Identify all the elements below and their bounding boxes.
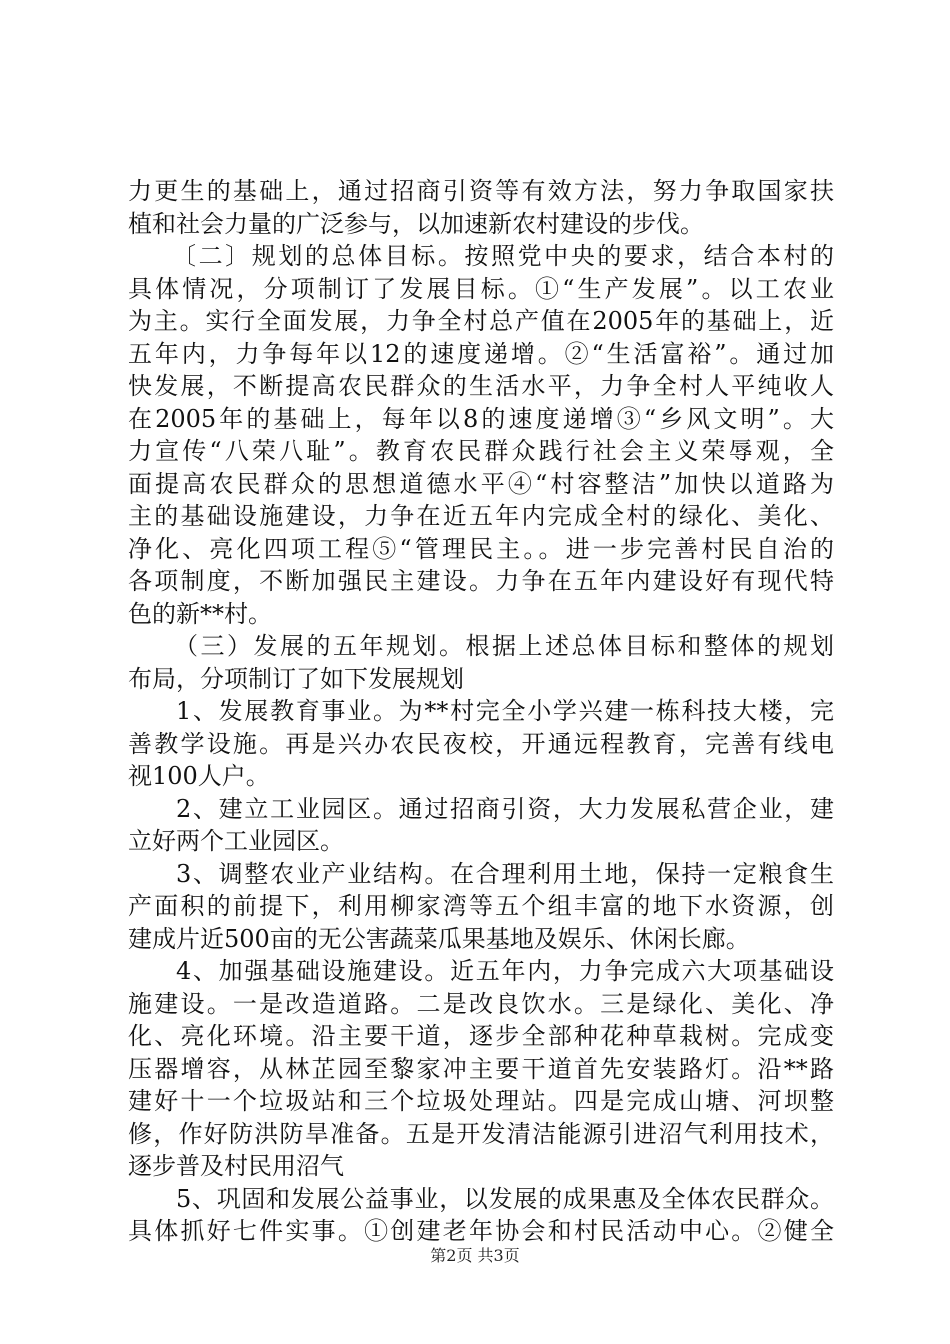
text-line: 压器增容，从林芷园至黎家冲主要干道首先安装路灯。沿**路: [128, 1054, 834, 1083]
text-line: 〔二〕规划的总体目标。按照党中央的要求，结合本村的: [172, 242, 834, 270]
text-line: 快发展，不断提高农民群众的生活水平，力争全村人平纯收人: [128, 372, 834, 400]
text-line: 施建设。一是改造道路。二是改良饮水。三是绿化、美化、净: [128, 989, 834, 1018]
text-line: 建成片近500亩的无公害蔬菜瓜果基地及娱乐、休闲长廊。: [128, 924, 750, 953]
text-line: 建好十一个垃圾站和三个垃圾处理站。四是完成山塘、河坝整: [128, 1087, 834, 1115]
text-line: 善教学设施。再是兴办农民夜校，开通远程教育，完善有线电: [128, 729, 834, 758]
text-line: 力更生的基础上，通过招商引资等有效方法，努力争取国家扶: [128, 177, 834, 205]
text-line: 色的新**村。: [128, 599, 272, 628]
text-line: 力宣传“八荣八耻”。教育农民群众践行社会主义荣辱观，全: [128, 437, 834, 465]
text-line: 1、发展教育事业。为**村完全小学兴建一栋科技大楼，完: [176, 697, 834, 725]
text-line: 3、调整农业产业结构。在合理利用土地，保持一定粮食生: [176, 859, 834, 888]
text-line: 净化、亮化四项工程⑤“管理民主。。进一步完善村民自治的: [128, 534, 834, 563]
text-line: 2、建立工业园区。通过招商引资，大力发展私营企业，建: [176, 794, 834, 823]
document-body: [128, 175, 834, 1248]
text-line: 视100人户。: [128, 762, 270, 790]
text-line: 各项制度，不断加强民主建设。力争在五年内建设好有现代特: [128, 567, 834, 595]
text-line: 布局，分项制订了如下发展规划: [128, 664, 464, 693]
text-line: 5、巩固和发展公益事业，以发展的成果惠及全体农民群众。: [176, 1184, 834, 1213]
text-line: 为主。实行全面发展，力争全村总产值在2005年的基础上，近: [128, 307, 834, 335]
text-line: 主的基础设施建设，力争在近五年内完成全村的绿化、美化、: [128, 502, 834, 530]
text-line: （三）发展的五年规划。根据上述总体目标和整体的规划: [174, 632, 834, 660]
text-line: 修，作好防洪防旱准备。五是开发清洁能源引进沼气利用技术，: [128, 1119, 834, 1148]
text-line: 化、亮化环境。沿主要干道，逐步全部种花种草栽树。完成变: [128, 1022, 834, 1050]
text-line: 植和社会力量的广泛参与，以加速新农村建设的步伐。: [128, 209, 704, 238]
text-line: 具体情况，分项制订了发展目标。①“生产发展”。以工农业: [128, 274, 834, 303]
text-line: 产面积的前提下，利用柳家湾等五个组丰富的地下水资源，创: [128, 892, 834, 920]
text-line: 五年内，力争每年以12的速度递增。②“生活富裕”。通过加: [128, 339, 834, 368]
text-line: 面提高农民群众的思想道德水平④“村容整洁”加快以道路为: [128, 469, 834, 498]
text-line: 逐步普及村民用沼气: [128, 1152, 344, 1180]
page-number-footer: 第2页 共3页: [430, 1246, 520, 1265]
text-line: 4、加强基础设施建设。近五年内，力争完成六大项基础设: [176, 957, 834, 985]
text-line: 立好两个工业园区。: [128, 827, 344, 855]
text-line: 具体抓好七件实事。①创建老年协会和村民活动中心。②健全: [128, 1217, 834, 1245]
text-line: 在2005年的基础上，每年以8的速度递增③“乡风文明”。大: [128, 404, 834, 433]
